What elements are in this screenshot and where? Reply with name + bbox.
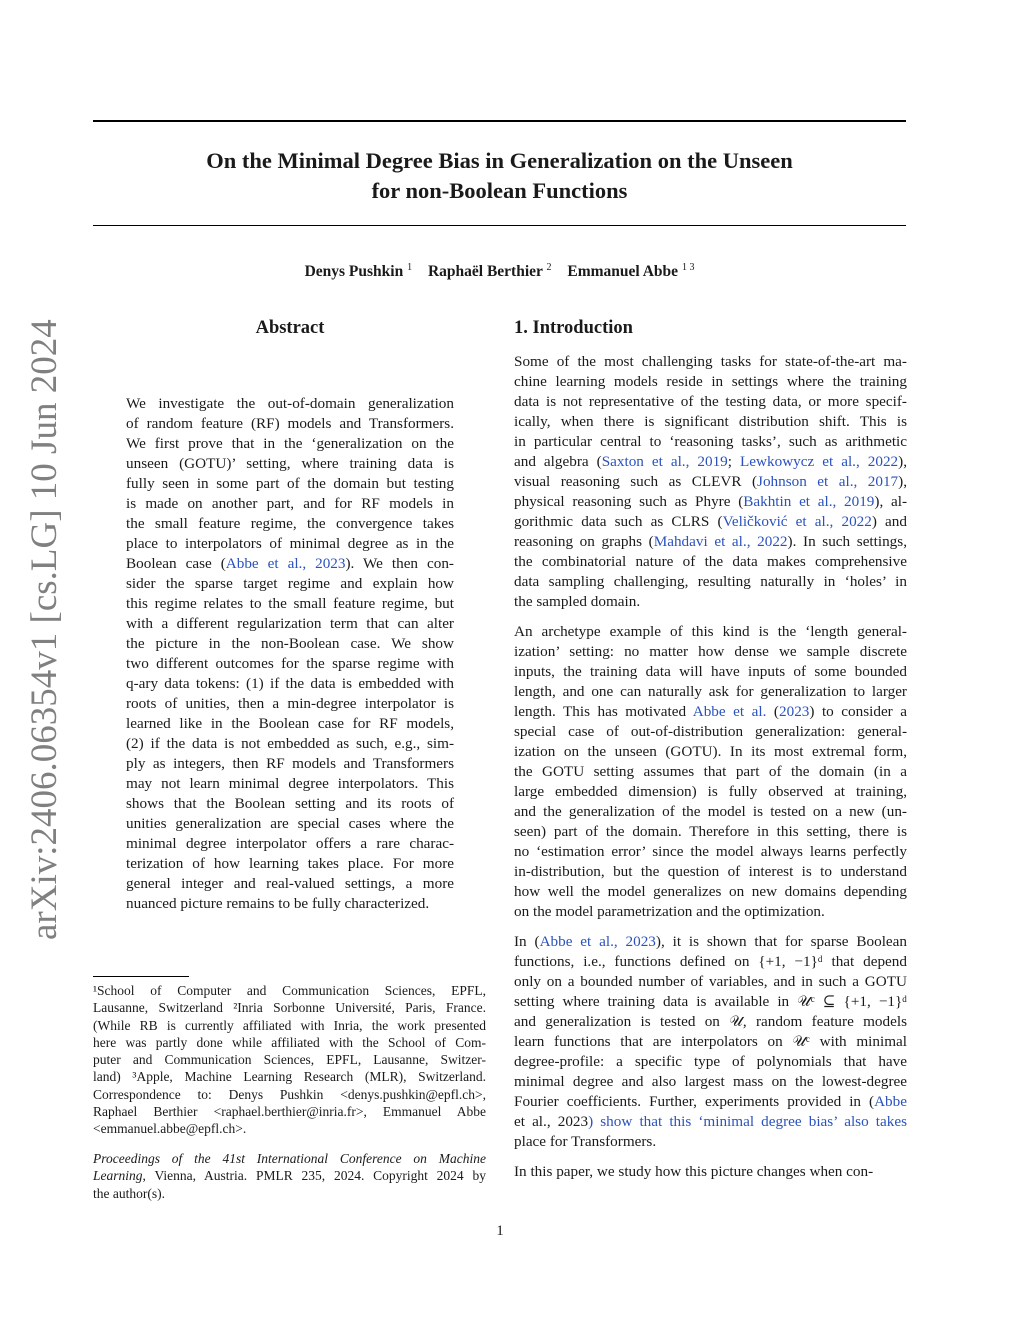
introduction-line: special case of out-of-distribution generalization: general- xyxy=(514,723,907,740)
introduction-line: degree-profile: a specific type of polynomials that have xyxy=(514,1053,907,1070)
abstract-line: the small feature regime, the convergence takes xyxy=(126,515,454,532)
title-rule-bottom xyxy=(93,225,906,226)
citation-link[interactable]: Mahdavi et al., 2022 xyxy=(653,533,788,550)
title-rule-top xyxy=(93,120,906,122)
abstract-line: terization of how learning takes place. For more xyxy=(126,855,454,872)
introduction-line: seen) part of the domain. Therefore in this setting, there is xyxy=(514,823,907,840)
title-line-2: for non-Boolean Functions xyxy=(371,178,628,203)
introduction-line: setting where training data is available in 𝒰ᶜ ⊆ {+1, −1}ᵈ xyxy=(514,993,907,1010)
citation-link[interactable]: Lewkowycz et al., 2022 xyxy=(740,453,899,470)
introduction-paragraph xyxy=(514,352,907,612)
introduction-line: data sampling challenging, resulting naturally in ‘holes’ in xyxy=(514,573,907,590)
introduction-line: and algebra (Saxton et al., 2019; Lewkowycz et al., 2022), xyxy=(514,453,907,470)
introduction-line: In (Abbe et al., 2023), it is shown that for sparse Boolean xyxy=(514,933,907,950)
introduction-line: learn functions that are interpolators on 𝒰ᶜ with minimal xyxy=(514,1033,907,1050)
proceedings-line: Learning, Vienna, Austria. PMLR 235, 2024. Copyright 2024 by xyxy=(93,1168,486,1184)
abstract-line: minimal degree interpolator offers a rare charac- xyxy=(126,835,454,852)
introduction-line: and generalization is tested on 𝒰, random feature models xyxy=(514,1013,907,1030)
footnote-line: land) ³Apple, Machine Learning Research (MLR), Switzerland. xyxy=(93,1069,486,1085)
introduction-paragraph xyxy=(514,622,907,922)
introduction-line: length, and one can naturally ask for generalization to larger xyxy=(514,683,907,700)
introduction-line: ization on the unseen (GOTU). In its most extremal form, xyxy=(514,743,907,760)
abstract-line: may not learn minimal degree interpolators. This xyxy=(126,775,454,792)
abstract-line: with a different regularization term that can alter xyxy=(126,615,454,632)
abstract-line: place to interpolators of minimal degree as in the xyxy=(126,535,454,552)
footnote-line: puter and Communication Sciences, EPFL, Lausanne, Switzer- xyxy=(93,1052,486,1068)
abstract-line: two different outcomes for the sparse regime with xyxy=(126,655,454,672)
abstract-line: general integer and real-valued settings, a more xyxy=(126,875,454,892)
citation-link[interactable]: Veličković et al., 2022 xyxy=(722,513,872,530)
abstract-line: of random feature (RF) models and Transformers. xyxy=(126,415,454,432)
introduction-line: minimal degree and also largest mass on the lowest-degree xyxy=(514,1073,907,1090)
author-1: Denys Pushkin $^1$ xyxy=(304,262,413,281)
page-number: 1 xyxy=(496,1223,504,1239)
affiliation-footnote xyxy=(93,982,486,1138)
abstract-line: nuanced picture remains to be fully characterized. xyxy=(126,895,430,912)
introduction-heading: 1. Introduction xyxy=(514,318,633,338)
abstract-line: (2) if the data is not embedded as such, e.g., sim- xyxy=(126,735,454,752)
introduction-line: An archetype example of this kind is the ‘length general- xyxy=(514,623,907,640)
introduction-line: Fourier coefficients. Further, experiments provided in (Abbe xyxy=(514,1093,907,1110)
abstract-line: We first prove that in the ‘generalization on the xyxy=(126,435,454,452)
abstract-line: this regime relates to the small feature regime, but xyxy=(126,595,454,612)
introduction-line: large embedded dimension) is fully observed at training, xyxy=(514,783,907,800)
abstract-line: shows that the Boolean setting and its roots of xyxy=(126,795,454,812)
citation-link[interactable]: 2023 xyxy=(779,703,810,720)
introduction-paragraph xyxy=(514,932,907,1152)
introduction-line: how well the model generalizes on new domains depending xyxy=(514,883,907,900)
abstract-line: is made on another part, and for RF models in xyxy=(126,495,454,512)
citation-link[interactable]: Abbe et al. xyxy=(692,703,767,720)
abstract-body xyxy=(126,394,454,914)
arxiv-stamp: arXiv:2406.06354v1 [cs.LG] 10 Jun 2024 xyxy=(24,319,65,940)
footnote-line: ¹School of Computer and Communication Sciences, EPFL, xyxy=(93,983,486,998)
introduction-line: place for Transformers. xyxy=(514,1133,657,1150)
introduction-line: visual reasoning such as CLEVR (Johnson et al., 2017), xyxy=(514,473,907,490)
introduction-line: gorithmic data such as CLRS (Veličković et al., 2022) and xyxy=(514,513,907,530)
footnote-line: Correspondence to: Denys Pushkin <denys.pushkin@epfl.ch>, xyxy=(93,1086,486,1102)
introduction-line: reasoning on graphs (Mahdavi et al., 2022). In such settings, xyxy=(514,533,907,550)
introduction-line: the sampled domain. xyxy=(514,593,641,610)
introduction-line: ically, when there is significant distribution shift. This is xyxy=(514,413,907,430)
introduction-paragraph xyxy=(514,1162,907,1182)
citation-link[interactable]: Saxton et al., 2019 xyxy=(601,453,728,470)
abstract-line: Boolean case (Abbe et al., 2023). We then con- xyxy=(126,555,454,572)
citation-link[interactable]: Abbe et al., 2023 xyxy=(539,933,656,950)
abstract-line: q-ary data tokens: (1) if the data is embedded with xyxy=(126,675,454,692)
citation-link[interactable]: Bakhtin et al., 2019 xyxy=(743,493,875,510)
abstract-line: unseen (GOTU)’ setting, where training data is xyxy=(126,455,454,472)
abstract-line: the picture in the non-Boolean case. We show xyxy=(126,635,454,652)
introduction-line: only on a bounded number of variables, and in such a GOTU xyxy=(514,973,907,990)
author-3: Emmanuel Abbe $^{1 3}$ xyxy=(567,262,695,281)
introduction-line: physical reasoning such as Phyre (Bakhtin et al., 2019), al- xyxy=(514,493,908,510)
abstract-line: sider the sparse target regime and explain how xyxy=(126,575,454,592)
introduction-line: on the model parametrization and the optimization. xyxy=(514,903,825,920)
paper-title xyxy=(93,146,906,206)
footnote-line: Raphael Berthier <raphael.berthier@inria.fr>, Emmanuel Abbe xyxy=(93,1104,486,1120)
proceedings-note xyxy=(93,1150,486,1202)
footnote-line: here was partly done while affiliated with the School of Com- xyxy=(93,1034,486,1050)
footnote-line: <emmanuel.abbe@epfl.ch>. xyxy=(93,1121,247,1137)
introduction-line: no ‘estimation error’ since the model always learns perfectly xyxy=(514,843,907,860)
introduction-line: Some of the most challenging tasks for state-of-the-art ma- xyxy=(514,353,907,370)
abstract-line: ply as integers, then RF models and Transformers xyxy=(126,755,454,772)
abstract-line: roots of unities, then a min-degree interpolator is xyxy=(126,695,454,712)
author-2: Raphaël Berthier $^2$ xyxy=(427,262,552,281)
introduction-body xyxy=(514,352,907,1192)
author-list xyxy=(93,262,906,281)
abstract-line: fully seen in some part of the domain but testing xyxy=(126,475,454,492)
introduction-line: inputs, the training data will have inputs of some bounded xyxy=(514,663,907,680)
introduction-line: et al., 2023) show that this ‘minimal degree bias’ also takes xyxy=(514,1113,907,1130)
abstract-line: unities generalization are special cases where the xyxy=(126,815,454,832)
footnote-line: (While RB is currently affiliated with Inria, the work presented xyxy=(93,1017,486,1033)
abstract-line: We investigate the out-of-domain generalization xyxy=(126,395,454,412)
introduction-line: chine learning models reside in settings where the training xyxy=(514,373,907,390)
citation-link[interactable]: Abbe xyxy=(874,1093,907,1110)
introduction-line: in particular central to ‘reasoning tasks’, such as arithmetic xyxy=(514,433,907,450)
introduction-line: In this paper, we study how this picture changes when con- xyxy=(514,1163,874,1180)
footnote-line: Lausanne, Switzerland ²Inria Sorbonne Université, Paris, France. xyxy=(93,1000,486,1016)
introduction-line: functions, i.e., functions defined on {+1, −1}ᵈ that depend xyxy=(514,953,907,970)
introduction-line: data is not representative of the testing data, or more specif- xyxy=(514,393,907,410)
introduction-line: and the generalization of the model is tested on a new (un- xyxy=(514,803,907,820)
abstract-line: learned like in the Boolean case for RF models, xyxy=(126,715,454,732)
introduction-line: the combinatorial nature of the data makes comprehensive xyxy=(514,553,907,570)
citation-link[interactable]: ) show that this ‘minimal degree bias’ also takes xyxy=(588,1113,907,1130)
footnote-rule xyxy=(93,976,189,977)
proceedings-line: the author(s). xyxy=(93,1185,165,1201)
introduction-line: ization’ setting: no matter how dense we sample discrete xyxy=(514,643,907,660)
citation-link[interactable]: Abbe et al., 2023 xyxy=(225,555,346,572)
abstract-heading: Abstract xyxy=(255,318,325,338)
proceedings-line: Proceedings of the 41st International Conference on Machine xyxy=(93,1151,486,1166)
introduction-line: in-distribution, but the question of interest is to understand xyxy=(514,863,907,880)
citation-link[interactable]: Johnson et al., 2017 xyxy=(757,473,899,490)
introduction-line: the GOTU setting assumes that part of the domain (in a xyxy=(514,763,907,780)
title-line-1: On the Minimal Degree Bias in Generalization on the Unseen xyxy=(206,148,793,173)
introduction-line: length. This has motivated Abbe et al. (2023) to consider a xyxy=(514,703,908,720)
